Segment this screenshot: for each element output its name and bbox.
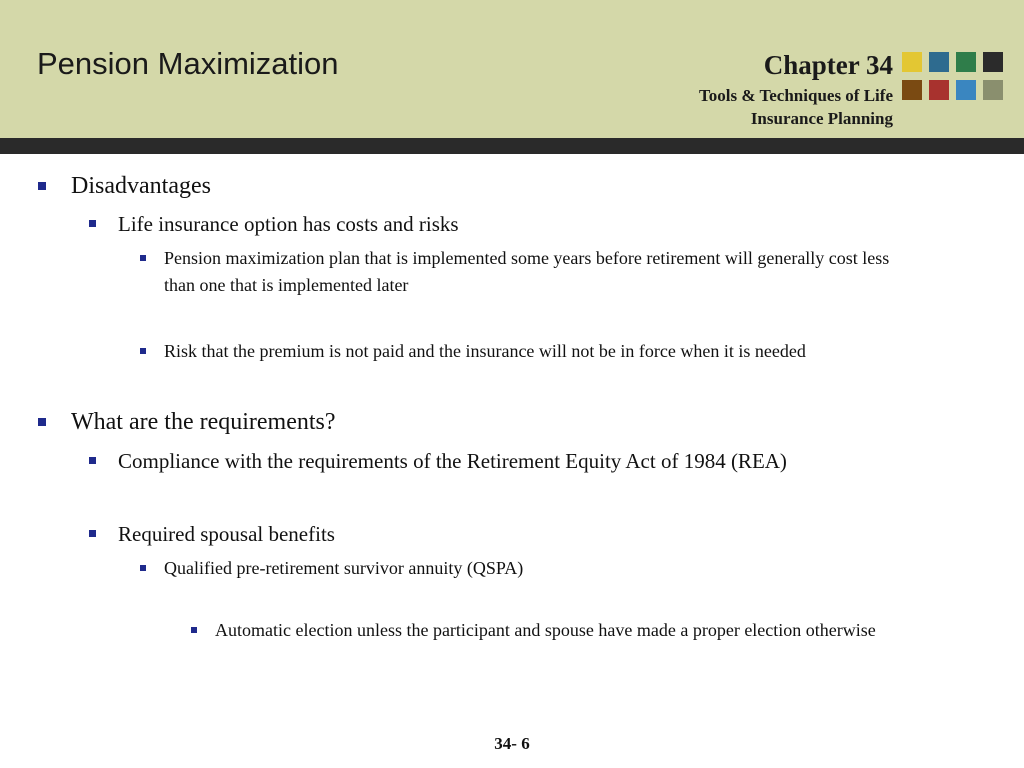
chapter-subtitle — [593, 84, 893, 130]
slide-title: Pension Maximization — [37, 46, 339, 81]
bullet-marker-icon — [38, 182, 46, 190]
color-square — [956, 80, 976, 100]
bullet-text: Disadvantages — [71, 173, 211, 199]
color-square — [983, 52, 1003, 72]
bullet-text: Qualified pre-retirement survivor annuity (QSPA) — [164, 558, 524, 578]
color-square — [956, 52, 976, 72]
color-square — [929, 80, 949, 100]
bullet-item — [140, 245, 920, 299]
bullet-item — [191, 617, 961, 644]
color-square — [902, 52, 922, 72]
header-band — [0, 0, 1024, 138]
decorative-color-squares — [902, 52, 1012, 104]
bullet-marker-icon — [89, 457, 96, 464]
bullet-text: Required spousal benefits — [118, 522, 335, 546]
bullet-marker-icon — [191, 627, 197, 633]
bullet-marker-icon — [89, 530, 96, 537]
bullet-text: What are the requirements? — [71, 409, 336, 435]
bullet-item — [140, 338, 1000, 365]
bullet-text: Life insurance option has costs and risks — [118, 212, 459, 236]
bullet-item — [89, 448, 989, 474]
bullet-text: Compliance with the requirements of the Retirement Equity Act of 1984 (REA) — [118, 449, 787, 473]
bullet-marker-icon — [38, 418, 46, 426]
bullet-marker-icon — [140, 348, 146, 354]
chapter-subtitle-line1: Tools & Techniques of Life — [699, 86, 893, 105]
bullet-text: Pension maximization plan that is implemented some years before retirement will generally cost less than one that is implemented later — [164, 248, 890, 295]
chapter-label: Chapter 34 — [763, 50, 893, 80]
header-divider-bar — [0, 138, 1024, 154]
page-number: 34- 6 — [494, 734, 530, 753]
bullet-item — [89, 211, 989, 237]
color-square — [929, 52, 949, 72]
chapter-subtitle-line2: Insurance Planning — [750, 109, 893, 128]
bullet-marker-icon — [140, 565, 146, 571]
bullet-item — [38, 408, 978, 436]
bullet-item — [89, 521, 989, 547]
bullet-marker-icon — [140, 255, 146, 261]
color-square — [983, 80, 1003, 100]
bullet-marker-icon — [89, 220, 96, 227]
bullet-item — [38, 172, 978, 200]
bullet-text: Risk that the premium is not paid and the insurance will not be in force when it is needed — [164, 341, 806, 361]
bullet-item — [140, 555, 940, 582]
bullet-text: Automatic election unless the participant and spouse have made a proper election otherwise — [215, 620, 876, 640]
color-square — [902, 80, 922, 100]
